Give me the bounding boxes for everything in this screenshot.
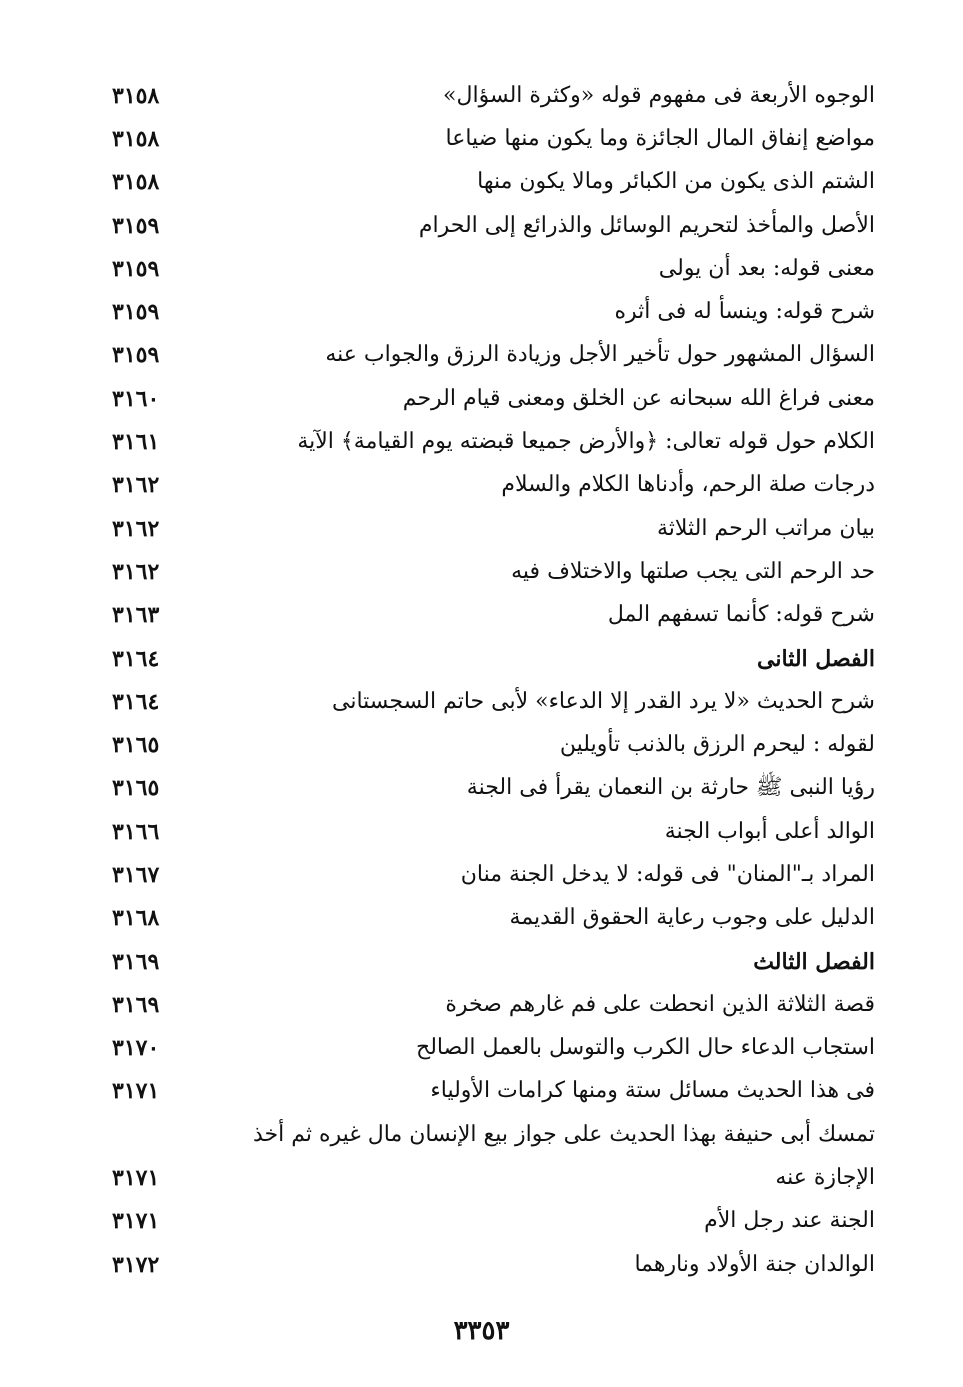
toc-entry xyxy=(100,290,875,333)
toc-entry-title: معنى فراغ الله سبحانه عن الخلق ومعنى قيام الرحم xyxy=(402,385,875,411)
toc-entry xyxy=(100,507,875,550)
toc-entry xyxy=(100,940,875,983)
toc-entry-page-number: ٣١٦٥ xyxy=(112,775,160,802)
toc-entry-title: الوالدان جنة الأولاد ونارهما xyxy=(634,1251,875,1277)
toc-entry-page-number: ٣١٦٠ xyxy=(112,385,160,412)
toc-entry-title: الإجازة عنه xyxy=(775,1165,875,1191)
toc-entry-page-number: ٣١٦٨ xyxy=(112,905,160,932)
toc-entry xyxy=(100,767,875,810)
toc-entry-title: شرح قوله: كأنما تسفهم المل xyxy=(607,602,875,628)
toc-entry-title: معنى قوله: بعد أن يولى xyxy=(658,255,875,281)
toc-entry xyxy=(100,1070,875,1113)
toc-entry-page-number: ٣١٦١ xyxy=(112,429,160,456)
section-heading: الفصل الثانى xyxy=(757,645,875,672)
toc-entry-page-number: ٣١٦٤ xyxy=(112,645,160,672)
toc-entry-page-number: ٣١٦٥ xyxy=(112,732,160,759)
toc-entry xyxy=(100,117,875,160)
toc-entry-page-number: ٣١٥٩ xyxy=(112,299,160,326)
toc-entry-title: مواضع إنفاق المال الجائزة وما يكون منها ضياعا xyxy=(445,125,875,151)
toc-entry-page-number: ٣١٦٣ xyxy=(112,602,160,629)
toc-entry-title: حد الرحم التى يجب صلتها والاختلاف فيه xyxy=(511,558,875,584)
toc-entry xyxy=(100,74,875,117)
toc-entry-page-number: ٣١٦٧ xyxy=(112,861,160,888)
toc-entry xyxy=(100,1113,875,1156)
toc-entry xyxy=(100,1027,875,1070)
toc-entry xyxy=(100,161,875,204)
toc-entry-page-number: ٣١٧٠ xyxy=(112,1035,160,1062)
toc-entry-page-number: ٣١٥٩ xyxy=(112,212,160,239)
toc-entry xyxy=(100,334,875,377)
toc-entry-title: الوجوه الأربعة فى مفهوم قوله «وكثرة السؤال» xyxy=(443,82,875,108)
toc-entry-page-number: ٣١٦٩ xyxy=(112,991,160,1018)
toc-entry-page-number: ٣١٦٦ xyxy=(112,818,160,845)
toc-entry xyxy=(100,1200,875,1243)
table-of-contents xyxy=(100,74,875,1286)
toc-entry-title: بيان مراتب الرحم الثلاثة xyxy=(656,515,875,541)
toc-entry-page-number: ٣١٦٢ xyxy=(112,515,160,542)
toc-entry-title: السؤال المشهور حول تأخير الأجل وزيادة الرزق والجواب عنه xyxy=(325,342,875,368)
toc-entry xyxy=(100,853,875,896)
toc-entry-title: فى هذا الحديث مسائل ستة ومنها كرامات الأولياء xyxy=(430,1078,875,1104)
toc-entry xyxy=(100,983,875,1026)
toc-entry-page-number: ٣١٦٢ xyxy=(112,558,160,585)
toc-entry xyxy=(100,897,875,940)
toc-entry xyxy=(100,550,875,593)
toc-entry-page-number: ٣١٧١ xyxy=(112,1078,160,1105)
section-heading: الفصل الثالث xyxy=(753,948,875,975)
toc-entry-title: لقوله : ليحرم الرزق بالذنب تأويلين xyxy=(559,732,875,758)
toc-entry-title: الشتم الذى يكون من الكبائر ومالا يكون منها xyxy=(477,169,875,195)
toc-entry-title: الجنة عند رجل الأم xyxy=(704,1208,875,1234)
toc-entry-page-number: ٣١٦٩ xyxy=(112,948,160,975)
toc-entry-title: الكلام حول قوله تعالى: ﴿والأرض جميعا قبضته يوم القيامة﴾ الآية xyxy=(297,429,875,455)
toc-entry-title: درجات صلة الرحم، وأدناها الكلام والسلام xyxy=(501,472,875,498)
toc-entry-page-number: ٣١٥٨ xyxy=(112,125,160,152)
toc-entry xyxy=(100,204,875,247)
toc-entry xyxy=(100,810,875,853)
toc-entry-title: رؤيا النبى ﷺ حارثة بن النعمان يقرأ فى الجنة xyxy=(466,775,875,801)
toc-entry-page-number: ٣١٥٩ xyxy=(112,342,160,369)
page-number: ٣٣٥٣ xyxy=(453,1316,510,1346)
toc-entry xyxy=(100,680,875,723)
toc-entry-title: الأصل والمأخذ لتحريم الوسائل والذرائع إلى الحرام xyxy=(418,212,875,238)
toc-entry-title: المراد بـ"المنان" فى قوله: لا يدخل الجنة منان xyxy=(460,861,875,887)
toc-entry-page-number: ٣١٧١ xyxy=(112,1165,160,1192)
toc-entry-title: استجاب الدعاء حال الكرب والتوسل بالعمل الصالح xyxy=(416,1035,875,1061)
toc-entry xyxy=(100,637,875,680)
toc-entry-page-number: ٣١٦٤ xyxy=(112,688,160,715)
toc-entry xyxy=(100,1156,875,1199)
toc-entry-title: شرح قوله: وينسأ له فى أثره xyxy=(614,299,875,325)
toc-entry-page-number: ٣١٥٨ xyxy=(112,169,160,196)
toc-entry xyxy=(100,377,875,420)
toc-entry xyxy=(100,247,875,290)
toc-entry-title: الوالد أعلى أبواب الجنة xyxy=(664,818,875,844)
toc-entry-title: تمسك أبى حنيفة بهذا الحديث على جواز بيع الإنسان مال غيره ثم أخذ xyxy=(252,1121,875,1147)
toc-entry-title: شرح الحديث «لا يرد القدر إلا الدعاء» لأبى حاتم السجستانى xyxy=(332,688,875,714)
toc-entry xyxy=(100,1243,875,1286)
toc-entry xyxy=(100,420,875,463)
toc-entry-page-number: ٣١٥٨ xyxy=(112,82,160,109)
toc-entry-page-number: ٣١٧١ xyxy=(112,1208,160,1235)
toc-entry xyxy=(100,464,875,507)
toc-entry xyxy=(100,594,875,637)
toc-entry-page-number: ٣١٧٢ xyxy=(112,1251,160,1278)
toc-entry-page-number: ٣١٥٩ xyxy=(112,255,160,282)
toc-entry-title: الدليل على وجوب رعاية الحقوق القديمة xyxy=(509,905,875,931)
toc-entry xyxy=(100,723,875,766)
toc-entry-title: قصة الثلاثة الذين انحطت على فم غارهم صخرة xyxy=(445,991,875,1017)
toc-entry-page-number: ٣١٦٢ xyxy=(112,472,160,499)
